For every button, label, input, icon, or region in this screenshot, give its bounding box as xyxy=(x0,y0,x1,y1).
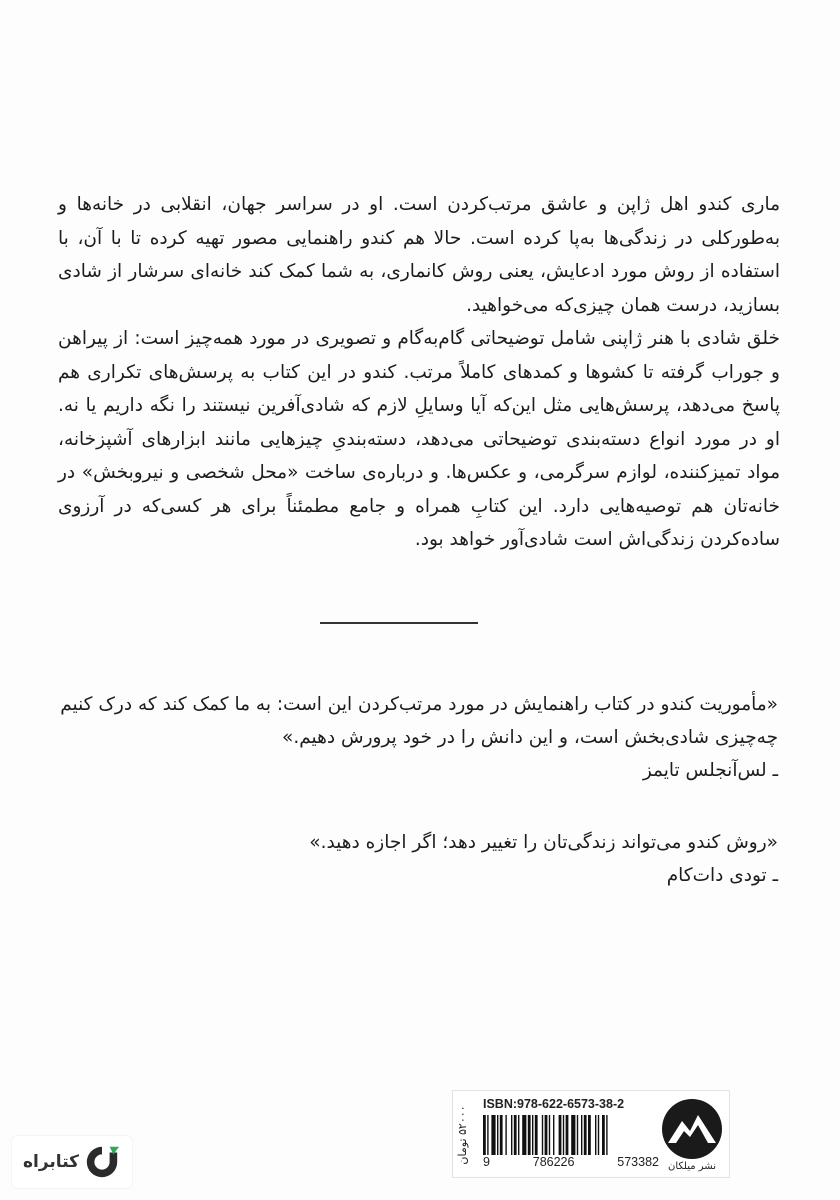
barcode-bar xyxy=(532,1115,533,1155)
barcode-bar xyxy=(522,1115,526,1155)
barcode-bar xyxy=(595,1115,596,1155)
quote-source: ـ تودی دات‌کام xyxy=(666,865,778,886)
barcode-bar xyxy=(511,1115,512,1155)
quote-text: «روش کندو می‌تواند زندگی‌تان را تغییر دهد؛ اگر اجازه دهید.» xyxy=(309,832,778,853)
section-divider xyxy=(320,622,478,624)
barcode-bars xyxy=(483,1115,653,1155)
barcode-bar xyxy=(528,1115,531,1155)
price-label: ۵۲۰۰۰ تومان xyxy=(456,1105,469,1165)
barcode-bar xyxy=(566,1115,569,1155)
barcode-bar xyxy=(491,1115,495,1155)
barcode-bar xyxy=(571,1115,575,1155)
barcode-bar xyxy=(577,1115,578,1155)
barcode-bar xyxy=(483,1115,486,1155)
barcode-bar xyxy=(602,1115,605,1155)
barcode-bar xyxy=(553,1115,554,1155)
review-quote-1 xyxy=(38,688,778,787)
barcode-left-digits: 786226 xyxy=(532,1155,575,1169)
barcode-bar xyxy=(563,1115,564,1155)
barcode-bar xyxy=(535,1115,538,1155)
barcode-bar xyxy=(542,1115,543,1155)
barcode-bar xyxy=(598,1115,599,1155)
quote-source: ـ لس‌آنجلس تایمز xyxy=(642,760,778,781)
barcode-bar xyxy=(487,1115,488,1155)
isbn-label: ISBN:978-622-6573-38-2 xyxy=(483,1097,625,1111)
description-paragraph-1: ماری کندو اهل ژاپن و عاشق مرتب‌کردن است. او در سراسر جهان، انقلابی در خانه‌ها و به‌طورکلی در زندگی‌ها به‌پا کرده است. حالا هم کندو راهنمایی مصور تهیه کرده تا با آن، با استفاده از روش مورد ادعایش، یعنی روش کانماری، به شما کمک کند خانه‌ای سرشار از شادی بسازید، درست همان چیزی‌که می‌خواهید. xyxy=(58,194,780,316)
publisher-name: نشر میلکان xyxy=(668,1161,716,1172)
barcode-bar xyxy=(581,1115,582,1155)
description-paragraph-2: خلق شادی با هنر ژاپنی شامل توضیحاتی گام‌به‌گام و تصویری در مورد همه‌چیز است: از پیراهن و جوراب گرفته تا کشوها و کمدهای کاملاً مرتب. کندو در این کتاب به پرسش‌های تکراری هم پاسخ می‌دهد، پرسش‌هایی مثل این‌که آیا وسایلِ لازم که شادی‌آفرین نیستند را نگه داریم یا نه. او در مورد انواع دسته‌بندی توضیحاتی می‌دهد، دسته‌بندیِ چیزهایی مانند ابزارهای آشپزخانه، مواد تمیزکننده، لوازم سرگرمی، و عکس‌ها. و درباره‌ی ساخت «محل شخصی و نیروبخش» در خانه‌تان هم توصیه‌هایی دارد. این کتابِ همراه و جامع مطمئناً برای هر کسی‌که در آرزوی ساده‌کردن زندگی‌اش است شادی‌آور خواهد بود. xyxy=(58,328,780,550)
ketabrah-icon xyxy=(83,1143,121,1181)
barcode-bar xyxy=(549,1115,550,1155)
barcode-digits xyxy=(483,1155,659,1169)
ketabrah-brand-text: کتابراه xyxy=(22,1152,80,1172)
barcode-bar xyxy=(606,1115,607,1155)
barcode-bar xyxy=(497,1115,498,1155)
barcode-bar xyxy=(559,1115,562,1155)
book-description xyxy=(58,188,780,557)
barcode-bar xyxy=(545,1115,548,1155)
barcode-prefix: 9 xyxy=(483,1155,490,1169)
barcode-bar xyxy=(514,1115,517,1155)
quote-text: «مأموریت کندو در کتاب راهنمایش در مورد مرتب‌کردن این است: به ما کمک کند که درک کنیم چه‌چیزی شادی‌بخش است، و این دانش را در خود پرورش دهیم.» xyxy=(60,694,778,748)
barcode-bar xyxy=(584,1115,587,1155)
barcode-bar xyxy=(500,1115,503,1155)
ketabrah-watermark xyxy=(12,1136,132,1188)
barcode-bar xyxy=(505,1115,506,1155)
barcode-bar xyxy=(518,1115,519,1155)
barcode-bar xyxy=(588,1115,591,1155)
barcode-panel xyxy=(452,1090,730,1178)
barcode-right-digits: 573382 xyxy=(617,1155,659,1169)
mountains-in-circle-icon xyxy=(660,1097,724,1161)
review-quote-2 xyxy=(38,826,778,892)
